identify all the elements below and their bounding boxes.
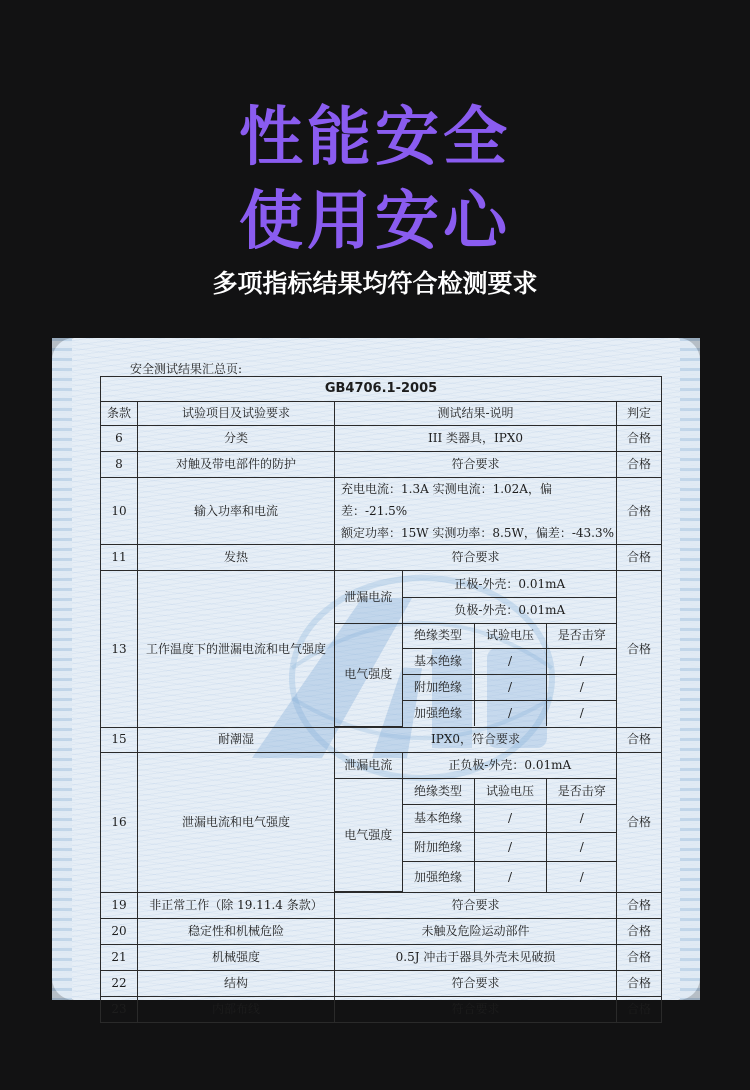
test-report-card: [52, 338, 700, 1017]
leakage-value: 正负极-外壳：0.01mA: [402, 753, 617, 779]
item-cell: 输入功率和电流: [138, 478, 335, 545]
table-row: [101, 919, 662, 945]
column-header: 试验项目及试验要求: [138, 402, 335, 426]
clause-cell: 23: [101, 997, 138, 1023]
verdict-cell: 合格: [617, 545, 662, 571]
table-row: [101, 571, 662, 728]
empty-mark: /: [474, 700, 546, 726]
table-row: [101, 452, 662, 478]
item-cell: 工作温度下的泄漏电流和电气强度: [138, 571, 335, 728]
item-cell: 泄漏电流和电气强度: [138, 752, 335, 893]
electric-strength-label: 电气强度: [335, 779, 402, 892]
security-pattern-left: [52, 338, 72, 1000]
insulation-type: 加强绝缘: [402, 700, 474, 726]
summary-label: 安全测试结果汇总页:: [130, 362, 243, 376]
verdict-cell: 合格: [617, 727, 662, 752]
clause-cell: 15: [101, 727, 138, 752]
empty-mark: /: [474, 648, 546, 674]
clause-cell: 21: [101, 945, 138, 971]
verdict-cell: 合格: [617, 893, 662, 919]
clause-cell: 11: [101, 545, 138, 571]
empty-mark: /: [546, 833, 617, 862]
empty-mark: /: [474, 833, 546, 862]
item-cell: 对触及带电部件的防护: [138, 452, 335, 478]
table-row: [101, 426, 662, 452]
empty-mark: /: [546, 862, 617, 892]
result-cell: 符合要求: [335, 452, 617, 478]
clause-cell: 8: [101, 452, 138, 478]
rated-power-measurement: 额定功率：15W 实测功率：8.5W，偏差：-43.3%: [341, 526, 615, 540]
column-header: 判定: [617, 402, 662, 426]
subheadline: 多项指标结果均符合检测要求: [212, 269, 538, 298]
empty-mark: /: [474, 674, 546, 700]
security-pattern-right: [680, 338, 700, 1000]
item-cell: 稳定性和机械危险: [138, 919, 335, 945]
headline-line-2: 使用安心: [239, 185, 511, 259]
safety-test-table: [100, 376, 662, 1023]
charge-current-measurement: 充电电流：1.3A 实测电流：1.02A，偏差：-21.5%: [341, 482, 552, 518]
insulation-type: 基本绝缘: [402, 805, 474, 833]
verdict-cell: 合格: [617, 452, 662, 478]
insulation-header: 绝缘类型: [402, 623, 474, 648]
insulation-type: 附加绝缘: [402, 674, 474, 700]
item-cell: 耐潮湿: [138, 727, 335, 752]
clause-cell: 20: [101, 919, 138, 945]
insulation-header: 是否击穿: [546, 623, 617, 648]
result-cell: 未触及危险运动部件: [335, 919, 617, 945]
clause-cell: 13: [101, 571, 138, 728]
standard-number: GB4706.1-2005: [101, 377, 662, 402]
table-row: [101, 893, 662, 919]
item-cell: 非正常工作（除 19.11.4 条款）: [138, 893, 335, 919]
table-row: [101, 752, 662, 893]
insulation-type: 基本绝缘: [402, 648, 474, 674]
insulation-header: 试验电压: [474, 779, 546, 805]
clause-cell: 10: [101, 478, 138, 545]
clause-cell: 6: [101, 426, 138, 452]
result-cell: IPX0，符合要求: [335, 727, 617, 752]
clause-cell: 22: [101, 971, 138, 997]
table-row: [101, 971, 662, 997]
empty-mark: /: [546, 700, 617, 726]
result-cell: 符合要求: [335, 997, 617, 1023]
item-cell: 内部布线: [138, 997, 335, 1023]
table-header-row: [101, 402, 662, 426]
insulation-header: 试验电压: [474, 623, 546, 648]
headline-line-1: 性能安全: [239, 101, 511, 175]
empty-mark: /: [546, 674, 617, 700]
empty-mark: /: [546, 805, 617, 833]
verdict-cell: 合格: [617, 945, 662, 971]
verdict-cell: 合格: [617, 971, 662, 997]
electric-strength-label: 电气强度: [335, 623, 402, 726]
result-cell: 0.5J 冲击于器具外壳未见破损: [335, 945, 617, 971]
result-cell: [335, 478, 617, 545]
result-cell: 符合要求: [335, 893, 617, 919]
leakage-value: 正极-外壳：0.01mA: [402, 571, 617, 597]
leakage-label: 泄漏电流: [335, 753, 402, 779]
table-row: [101, 478, 662, 545]
column-header: 测试结果-说明: [335, 402, 617, 426]
item-cell: 发热: [138, 545, 335, 571]
result-cell: 符合要求: [335, 545, 617, 571]
column-header: 条款: [101, 402, 138, 426]
result-cell: III 类器具，IPX0: [335, 426, 617, 452]
result-cell: 符合要求: [335, 971, 617, 997]
result-cell: [335, 752, 617, 893]
verdict-cell: 合格: [617, 919, 662, 945]
empty-mark: /: [474, 805, 546, 833]
insulation-header: 绝缘类型: [402, 779, 474, 805]
verdict-cell: 合格: [617, 426, 662, 452]
insulation-type: 附加绝缘: [402, 833, 474, 862]
result-cell: [335, 571, 617, 728]
leakage-label: 泄漏电流: [335, 571, 402, 623]
verdict-cell: 合格: [617, 478, 662, 545]
table-row: [101, 997, 662, 1023]
leakage-value: 负极-外壳：0.01mA: [402, 597, 617, 623]
item-cell: 分类: [138, 426, 335, 452]
insulation-type: 加强绝缘: [402, 862, 474, 892]
table-row: [101, 945, 662, 971]
item-cell: 结构: [138, 971, 335, 997]
table-row: [101, 727, 662, 752]
clause-cell: 16: [101, 752, 138, 893]
clause-cell: 19: [101, 893, 138, 919]
empty-mark: /: [474, 862, 546, 892]
verdict-cell: 合格: [617, 997, 662, 1023]
empty-mark: /: [546, 648, 617, 674]
insulation-header: 是否击穿: [546, 779, 617, 805]
item-cell: 机械强度: [138, 945, 335, 971]
table-row: [101, 545, 662, 571]
verdict-cell: 合格: [617, 571, 662, 728]
verdict-cell: 合格: [617, 752, 662, 893]
